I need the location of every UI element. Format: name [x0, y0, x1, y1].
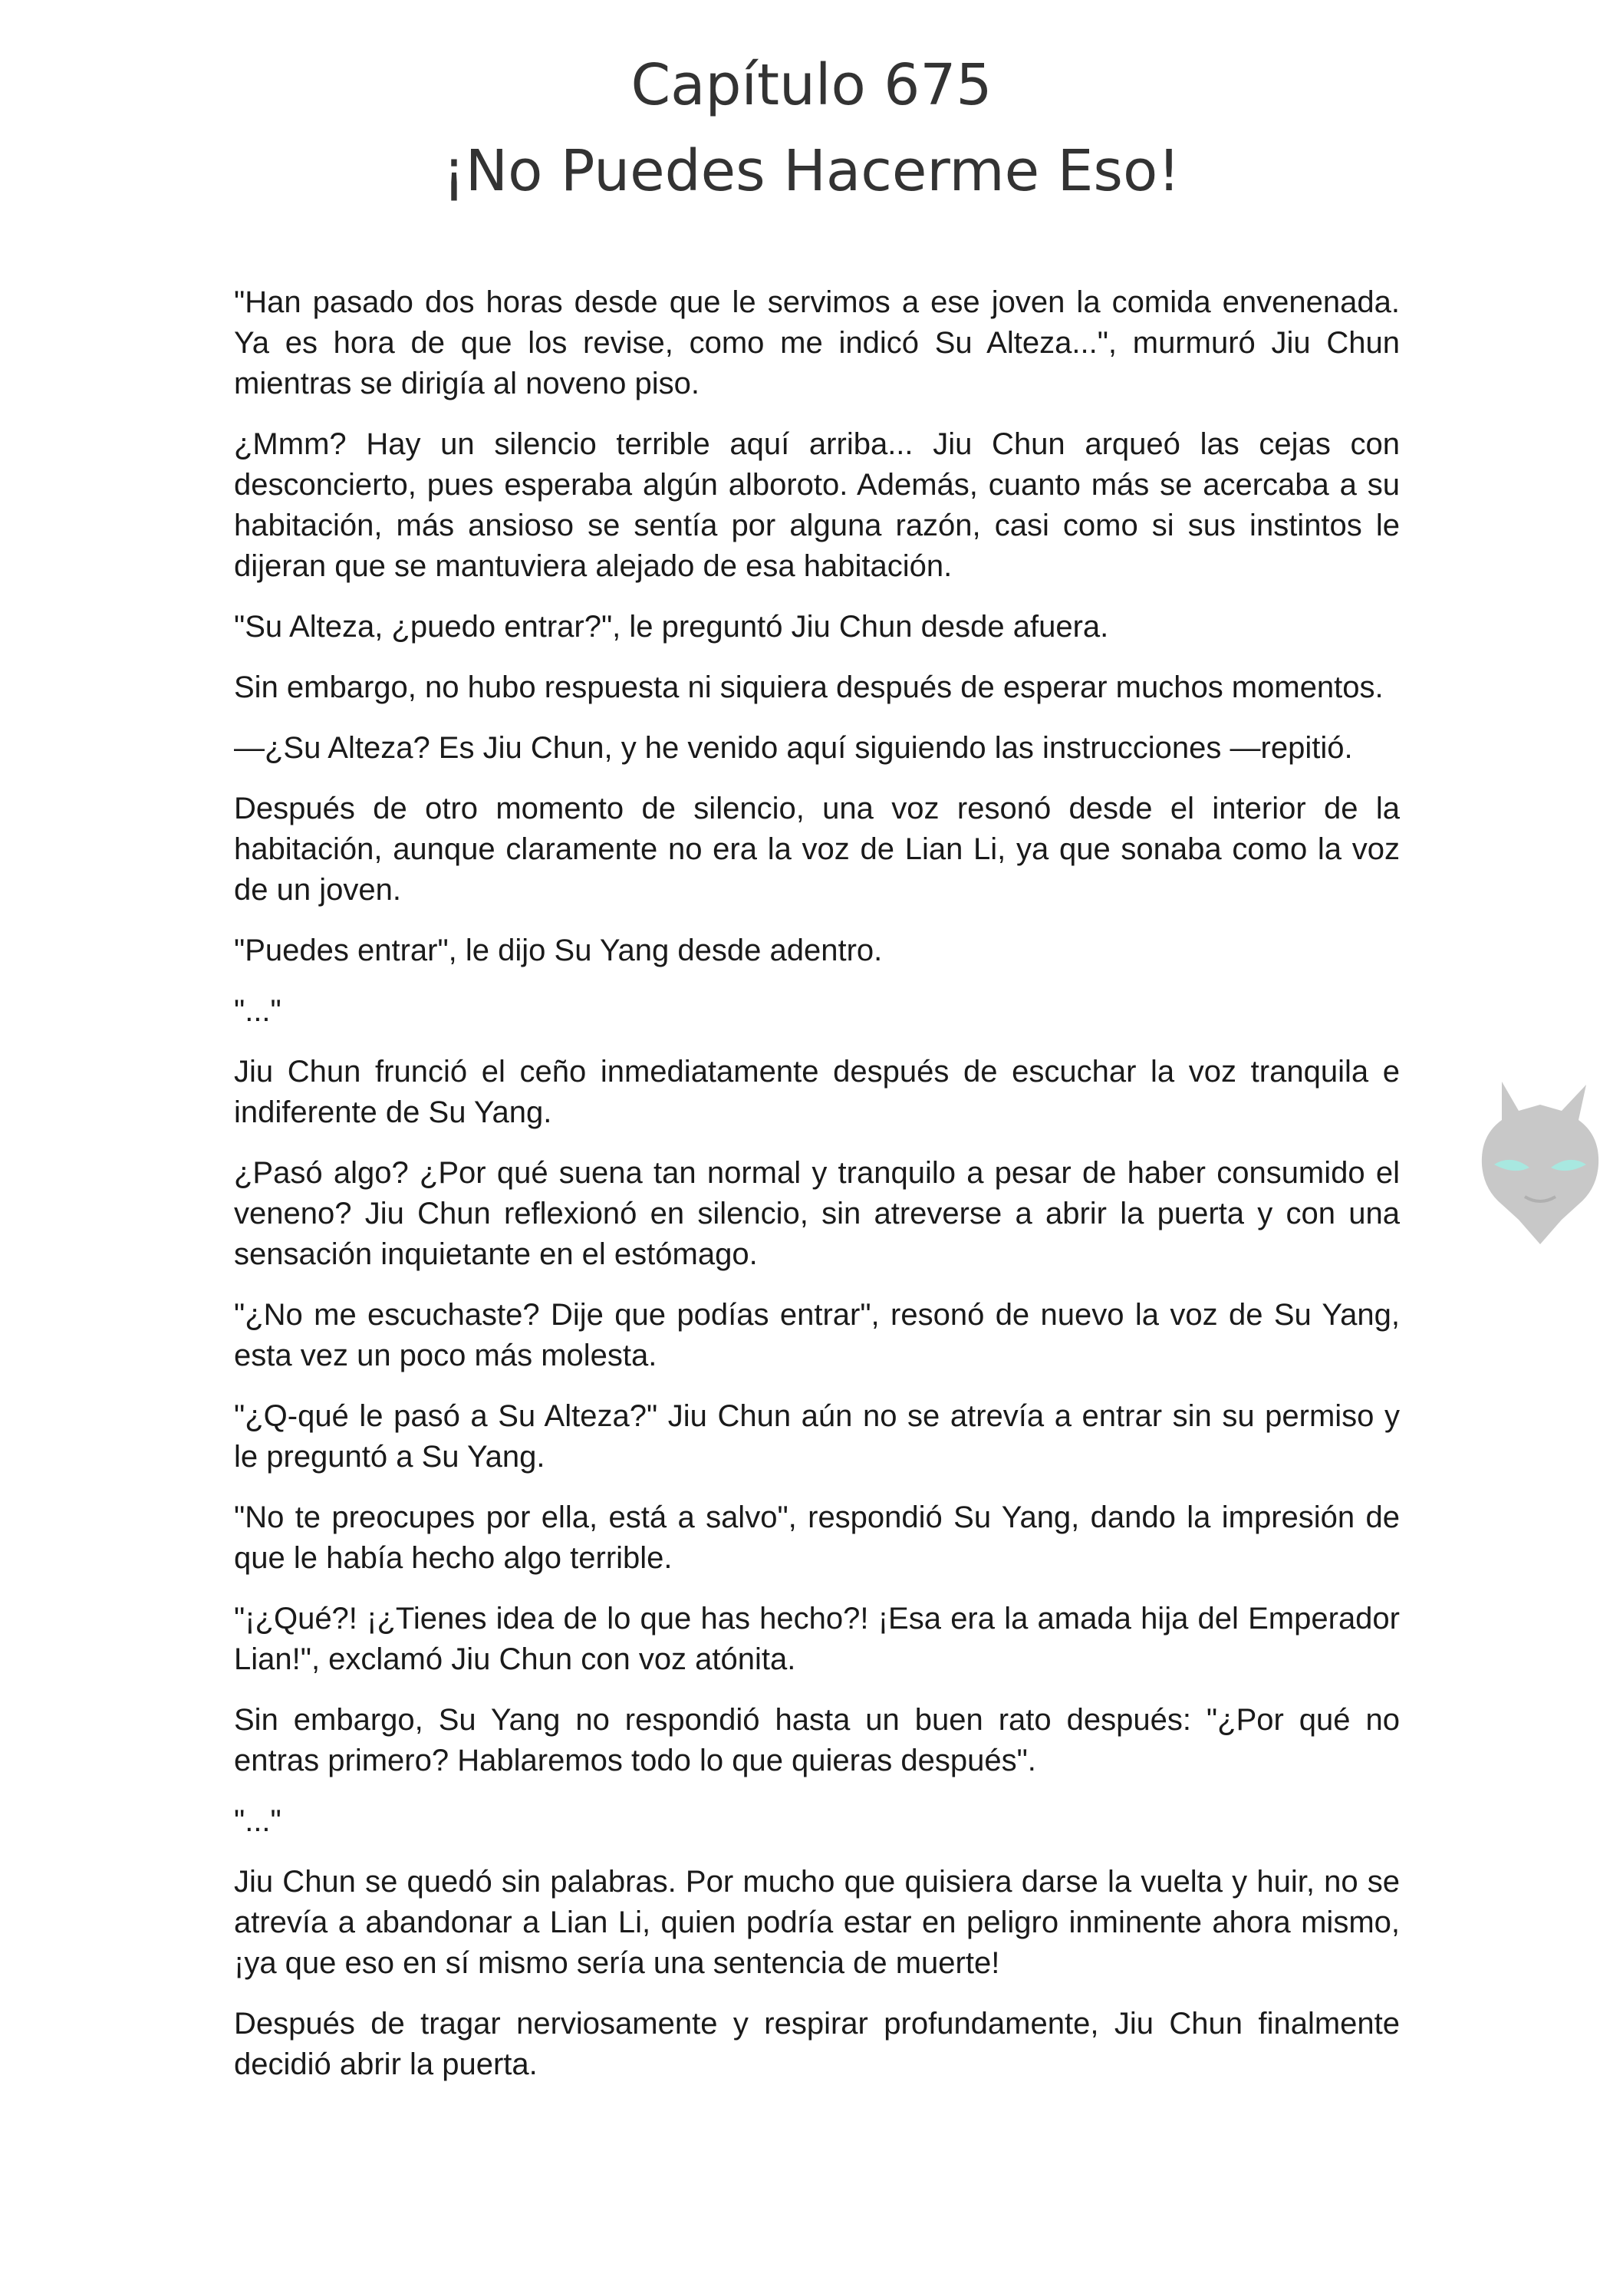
paragraph: Después de otro momento de silencio, una voz resonó desde el interior de la habitación, aunque claramente no era la voz de Lian Li, ya que sonaba como la voz de un joven. [234, 792, 1400, 907]
chapter-number: Capítulo 675 [630, 52, 993, 118]
paragraph: "¡¿Qué?! ¡¿Tienes idea de lo que has hecho?! ¡Esa era la amada hija del Emperador Lian!", exclamó Jiu Chun con voz atónita. [234, 1602, 1400, 1676]
paragraph: Sin embargo, Su Yang no respondió hasta un buen rato después: "¿Por qué no entras primero? Hablaremos todo lo que quieras después". [234, 1703, 1400, 1777]
chapter-header [0, 42, 1623, 214]
paragraph: —¿Su Alteza? Es Jiu Chun, y he venido aquí siguiendo las instrucciones —repitió. [234, 731, 1353, 765]
chapter-body [234, 282, 1400, 2105]
chapter-title: ¡No Puedes Hacerme Eso! [443, 138, 1180, 204]
paragraph: "Puedes entrar", le dijo Su Yang desde adentro. [234, 934, 883, 967]
paragraph: Jiu Chun frunció el ceño inmediatamente después de escuchar la voz tranquila e indiferente de Su Yang. [234, 1055, 1400, 1129]
paragraph: Sin embargo, no hubo respuesta ni siquiera después de esperar muchos momentos. [234, 670, 1384, 704]
paragraph: "Han pasado dos horas desde que le servimos a ese joven la comida envenenada. Ya es hora de que los revise, como me indicó Su Alteza...", murmuró Jiu Chun mientras se dirigía al noveno piso. [234, 285, 1400, 400]
paragraph: ¿Mmm? Hay un silencio terrible aquí arriba... Jiu Chun arqueó las cejas con desconcierto, pues esperaba algún alboroto. Además, cuanto más se acercaba a su habitación, más ansioso se sentía por alguna razón, casi como si sus instintos le dijeran que se mantuviera alejado de esa habitación. [234, 427, 1400, 583]
paragraph: ¿Pasó algo? ¿Por qué suena tan normal y tranquilo a pesar de haber consumido el veneno? Jiu Chun reflexionó en silencio, sin atreverse a abrir la puerta y con una sensación inquietante en el estómago. [234, 1156, 1400, 1271]
paragraph: "..." [234, 1804, 281, 1838]
paragraph: "¿Q-qué le pasó a Su Alteza?" Jiu Chun aún no se atrevía a entrar sin su permiso y le preguntó a Su Yang. [234, 1399, 1400, 1474]
paragraph: "..." [234, 994, 281, 1028]
paragraph: Jiu Chun se quedó sin palabras. Por mucho que quisiera darse la vuelta y huir, no se atrevía a abandonar a Lian Li, quien podría estar en peligro inminente ahora mismo, ¡ya que eso en sí mismo sería una sentencia de muerte! [234, 1865, 1400, 1980]
paragraph: "Su Alteza, ¿puedo entrar?", le preguntó Jiu Chun desde afuera. [234, 610, 1109, 644]
paragraph: Después de tragar nerviosamente y respirar profundamente, Jiu Chun finalmente decidió abrir la puerta. [234, 2007, 1400, 2081]
demon-head-icon [1471, 1074, 1609, 1247]
watermark-logo [1471, 1074, 1609, 1247]
paragraph: "No te preocupes por ella, está a salvo", respondió Su Yang, dando la impresión de que le había hecho algo terrible. [234, 1500, 1400, 1575]
paragraph: "¿No me escuchaste? Dije que podías entrar", resonó de nuevo la voz de Su Yang, esta vez un poco más molesta. [234, 1298, 1400, 1372]
